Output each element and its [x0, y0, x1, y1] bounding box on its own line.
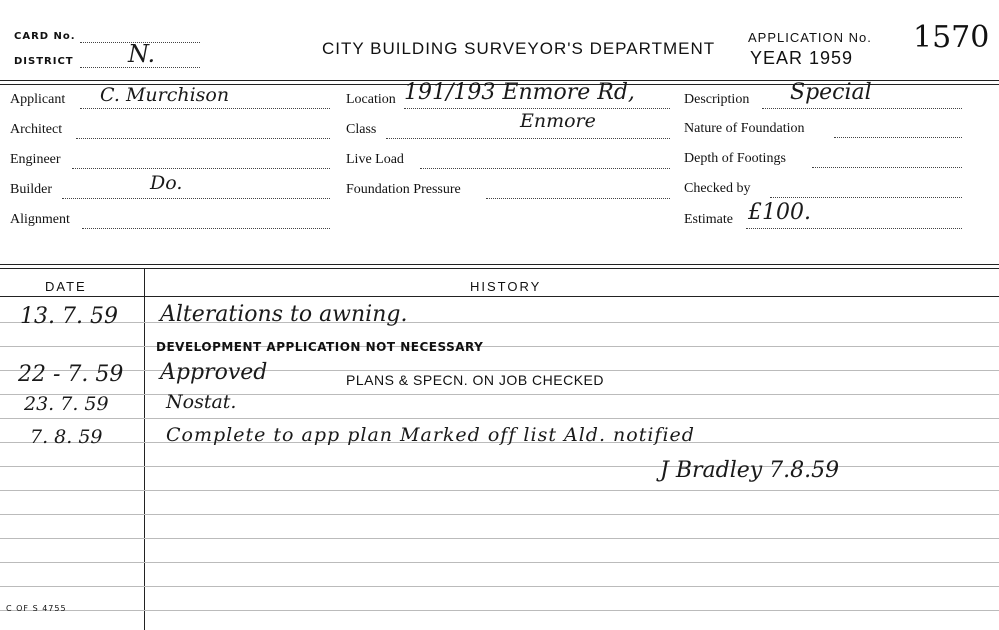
class-label: Class: [346, 122, 377, 137]
ruled-line: [0, 514, 999, 515]
nature-of-foundation-label: Nature of Foundation: [684, 121, 805, 136]
ruled-line: [0, 562, 999, 563]
estimate-label: Estimate: [684, 212, 733, 227]
ruled-line: [0, 466, 999, 467]
checked-dots: [770, 197, 962, 198]
district-label: DISTRICT: [14, 56, 74, 67]
application-number: 1570: [913, 20, 990, 55]
estimate-dots: [746, 228, 962, 229]
location-value: 191/193 Enmore Rd,: [404, 80, 635, 105]
district-value: N.: [128, 40, 156, 68]
ruled-line: [0, 322, 999, 323]
ruled-line: [0, 610, 999, 611]
signature: J Bradley 7.8.59: [660, 458, 840, 483]
history-date: 23. 7. 59: [24, 393, 109, 415]
ruled-line: [0, 346, 999, 347]
ruled-line: [0, 394, 999, 395]
engineer-label: Engineer: [10, 152, 61, 167]
ruled-line: [0, 538, 999, 539]
date-column-divider: [144, 269, 145, 630]
ruled-line: [0, 370, 999, 371]
history-date: 22 - 7. 59: [18, 362, 124, 387]
builder-value: Do.: [150, 172, 183, 194]
history-text: Alterations to awning.: [160, 302, 408, 327]
history-text: Nostat.: [166, 391, 237, 413]
engineer-dots: [72, 168, 330, 169]
history-date: 7. 8. 59: [30, 426, 103, 448]
department-title: CITY BUILDING SURVEYOR'S DEPARTMENT: [322, 39, 716, 58]
checked-by-label: Checked by: [684, 181, 751, 196]
applicant-dots: [80, 108, 330, 109]
depth-dots: [812, 167, 962, 168]
live-load-dots: [420, 168, 670, 169]
location-dots: [404, 108, 670, 109]
description-value: Special: [790, 80, 872, 105]
description-label: Description: [684, 92, 750, 107]
history-column-header: HISTORY: [470, 279, 542, 294]
nature-dots: [834, 137, 962, 138]
description-dots: [762, 108, 962, 109]
builder-dots: [62, 198, 330, 199]
class-dots: [386, 138, 670, 139]
form-code: C OF S 4755: [6, 604, 67, 613]
foundation-pressure-dots: [486, 198, 670, 199]
history-date: 13. 7. 59: [20, 304, 118, 329]
history-rule-top: [0, 264, 999, 265]
application-no-label: APPLICATION No.: [748, 30, 872, 45]
development-stamp: DEVELOPMENT APPLICATION NOT NECESSARY: [156, 340, 484, 354]
estimate-value: £100.: [748, 200, 811, 225]
applicant-label: Applicant: [10, 92, 66, 107]
history-header-rule: [0, 296, 999, 297]
depth-of-footings-label: Depth of Footings: [684, 151, 786, 166]
ruled-line: [0, 586, 999, 587]
location-label: Location: [346, 92, 396, 107]
builder-label: Builder: [10, 182, 52, 197]
plans-checked-stamp: PLANS & SPECN. ON JOB CHECKED: [346, 372, 605, 388]
history-rule-bottom: [0, 268, 999, 269]
foundation-pressure-label: Foundation Pressure: [346, 182, 461, 197]
history-text: Complete to app plan Marked off list Ald. notified: [166, 424, 695, 446]
date-column-header: DATE: [45, 279, 87, 294]
history-text: Approved: [160, 360, 268, 385]
architect-dots: [76, 138, 330, 139]
alignment-dots: [82, 228, 330, 229]
location-value-suburb: Enmore: [520, 110, 596, 132]
ruled-line: [0, 490, 999, 491]
ruled-line: [0, 418, 999, 419]
alignment-label: Alignment: [10, 212, 70, 227]
applicant-value: C. Murchison: [100, 84, 230, 106]
live-load-label: Live Load: [346, 152, 404, 167]
year-label: YEAR 1959: [750, 48, 854, 68]
architect-label: Architect: [10, 122, 63, 137]
card-no-label: CARD No.: [14, 31, 76, 42]
